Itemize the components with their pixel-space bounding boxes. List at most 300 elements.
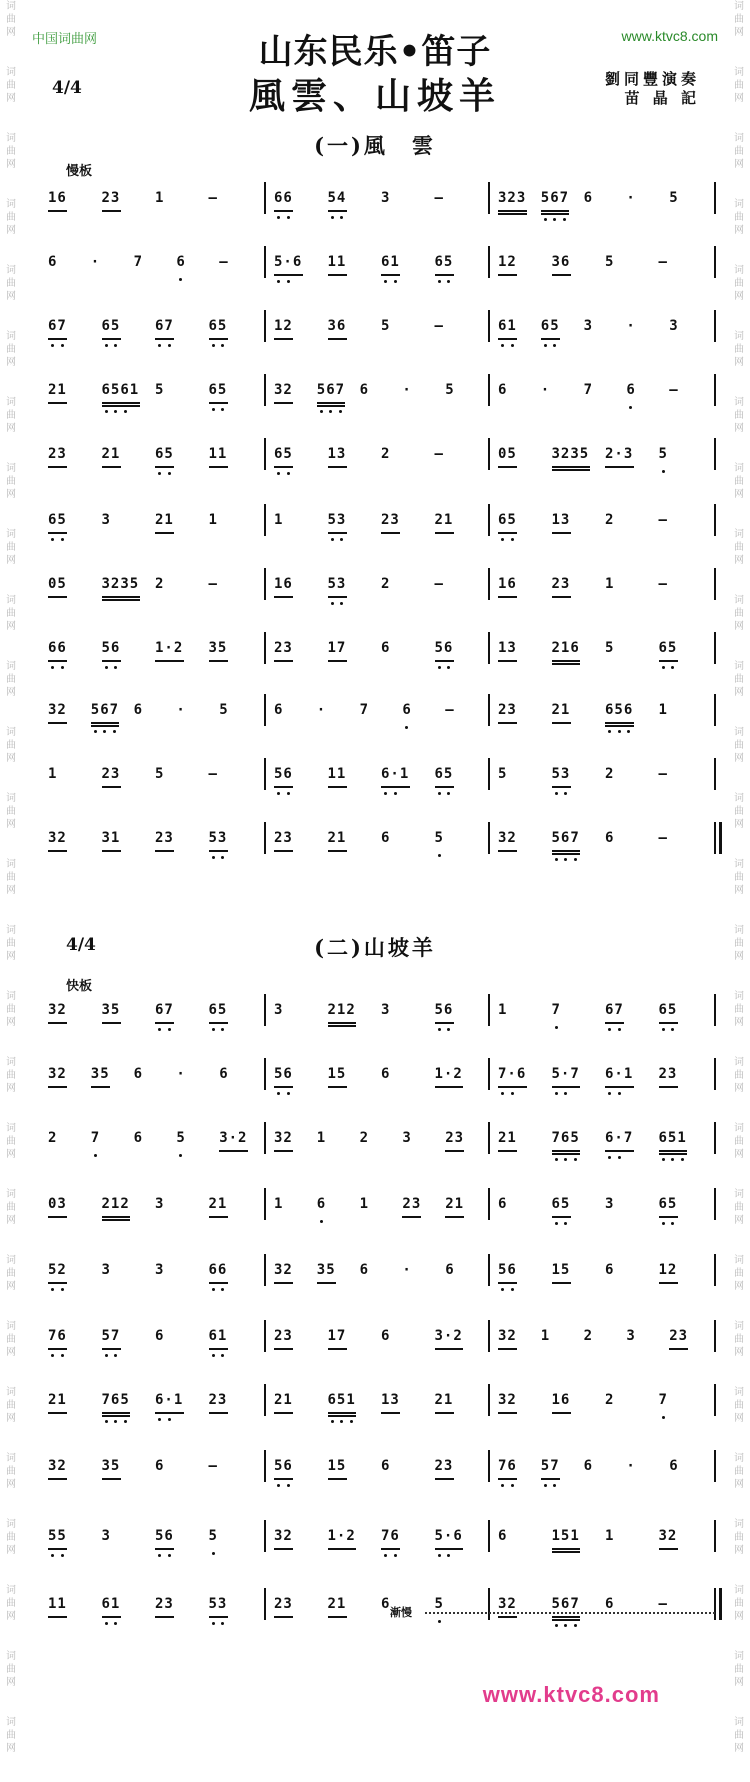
- bar-line: [714, 1188, 716, 1220]
- beam-underline: [552, 532, 571, 534]
- note-group: 5: [219, 702, 229, 718]
- staff-row: [36, 1328, 716, 1368]
- octave-dot: [384, 792, 387, 795]
- side-watermark-text: 词 曲 网: [6, 1519, 16, 1556]
- recorder-credit: 苗 晶 記: [624, 89, 700, 107]
- bar-line: [264, 1254, 266, 1286]
- bar-line: [714, 1122, 716, 1154]
- staff-row: [36, 1596, 716, 1636]
- bar-line: [488, 246, 490, 278]
- note-group: —: [219, 254, 229, 270]
- octave-dot: [277, 1092, 280, 1095]
- note-group: —: [434, 318, 444, 334]
- note-group: 3·2: [219, 1130, 248, 1146]
- beam-underline: [317, 402, 346, 404]
- octave-dot: [105, 1622, 108, 1625]
- note-group: 11: [48, 1596, 67, 1612]
- octave-dot: [114, 1420, 117, 1423]
- note-group: 6: [669, 1458, 679, 1474]
- beam-underline: [209, 338, 228, 340]
- bar-line: [714, 694, 716, 726]
- bar-line: [488, 1254, 490, 1286]
- beam-underline: [209, 1412, 228, 1414]
- measure: [492, 512, 706, 552]
- note-group: 61: [381, 254, 400, 270]
- beam-underline: [102, 466, 121, 468]
- side-watermark-text: 词 曲 网: [734, 859, 744, 896]
- note-group: 53: [208, 1596, 228, 1612]
- octave-dot: [544, 1484, 547, 1487]
- note-group: 76: [48, 1328, 67, 1344]
- note-group: 1: [605, 1528, 615, 1544]
- octave-dot: [61, 1554, 64, 1557]
- side-watermark-text: 词 曲 网: [6, 133, 16, 170]
- note-group: 05: [498, 446, 517, 462]
- measure: [492, 1066, 706, 1106]
- bar-line: [264, 694, 266, 726]
- measure: [492, 1392, 706, 1432]
- note-group: 6: [445, 1262, 455, 1278]
- octave-dot: [287, 216, 290, 219]
- bar-line: [714, 504, 716, 536]
- octave-dot: [555, 1026, 558, 1029]
- note-group: 76: [498, 1458, 517, 1474]
- octave-dot: [564, 792, 567, 795]
- note-group: 53: [327, 576, 347, 592]
- note-group: 67: [48, 318, 67, 334]
- note-group: 23: [381, 512, 400, 528]
- side-watermark-text: 词 曲 网: [734, 1189, 744, 1226]
- measure: [492, 190, 706, 230]
- side-watermark-text: 词 曲 网: [734, 1057, 744, 1094]
- side-watermark-text: 词 曲 网: [734, 397, 744, 434]
- bar-line: [488, 504, 490, 536]
- note-group: 3·2: [434, 1328, 463, 1344]
- beam-underline: [274, 1086, 293, 1088]
- side-watermark-text: 词 曲 网: [6, 1387, 16, 1424]
- note-group: 16: [274, 576, 293, 592]
- beam-underline: [552, 850, 581, 852]
- octave-dot: [555, 1158, 558, 1161]
- beam-underline: [48, 850, 67, 852]
- octave-dot: [212, 408, 215, 411]
- measure: [42, 1596, 256, 1636]
- note-group: 2: [155, 576, 165, 592]
- octave-dot: [103, 730, 106, 733]
- note-group: 3: [605, 1196, 615, 1212]
- main-title: 山东民乐•笛子: [258, 32, 492, 72]
- octave-dot: [179, 1154, 182, 1157]
- bar-line: [264, 822, 266, 854]
- measure: [42, 766, 256, 806]
- bar-line: [488, 1450, 490, 1482]
- note-group: —: [434, 576, 444, 592]
- beam-underline: [659, 1153, 688, 1155]
- note-group: 1: [208, 512, 218, 528]
- beam-underline: [102, 1219, 131, 1221]
- octave-dot: [662, 1028, 665, 1031]
- note-group: 52: [48, 1262, 67, 1278]
- octave-dot: [114, 1622, 117, 1625]
- ritardando-label: 漸慢: [390, 1606, 412, 1619]
- note-group: 3: [583, 318, 594, 334]
- side-watermark-text: 词 曲 网: [734, 265, 744, 302]
- octave-dot: [553, 218, 556, 221]
- note-group: 65: [658, 640, 678, 656]
- beam-underline: [274, 1548, 293, 1550]
- beam-underline: [435, 1086, 464, 1088]
- note-group: 6: [359, 382, 370, 398]
- note-group: 21: [498, 1130, 517, 1146]
- beam-underline: [274, 1348, 293, 1350]
- note-group: 1: [316, 1130, 327, 1146]
- side-watermark-text: 词 曲 网: [6, 199, 16, 236]
- credits: [605, 70, 700, 108]
- beam-underline: [552, 1412, 571, 1414]
- note-group: 65: [551, 1196, 571, 1212]
- octave-dot: [405, 726, 408, 729]
- bar-line: [714, 438, 716, 470]
- note-group: 7·6: [498, 1066, 527, 1082]
- note-group: 5: [434, 1596, 444, 1612]
- beam-underline: [498, 1412, 517, 1414]
- octave-dot: [501, 1092, 504, 1095]
- beam-underline: [498, 1478, 517, 1480]
- beam-underline: [552, 1619, 581, 1621]
- measure: [268, 1528, 482, 1568]
- beam-underline: [541, 213, 570, 215]
- beam-underline: [328, 1415, 357, 1417]
- side-watermark-text: 词 曲 网: [6, 925, 16, 962]
- staff-row: [36, 1392, 716, 1432]
- octave-dot: [339, 410, 342, 413]
- note-group: 56: [434, 640, 454, 656]
- note-group: 3: [101, 512, 111, 528]
- beam-underline: [274, 660, 293, 662]
- staff-row: [36, 190, 716, 230]
- note-group: 56: [274, 766, 293, 782]
- octave-dot: [608, 730, 611, 733]
- note-group: 12: [658, 1262, 678, 1278]
- note-group: 3: [626, 1328, 636, 1344]
- octave-dot: [277, 280, 280, 283]
- beam-underline: [435, 786, 454, 788]
- beam-underline: [552, 663, 581, 665]
- beam-underline: [659, 1548, 678, 1550]
- note-group: ·: [626, 190, 636, 206]
- note-group: 5·6: [274, 254, 303, 270]
- note-group: 3: [274, 1002, 284, 1018]
- octave-dot: [681, 1158, 684, 1161]
- note-group: 2: [381, 446, 391, 462]
- note-group: 21: [208, 1196, 228, 1212]
- note-group: —: [208, 1458, 218, 1474]
- side-watermark-text: 词 曲 网: [6, 991, 16, 1028]
- note-group: 6: [155, 1458, 165, 1474]
- note-group: 65: [155, 446, 174, 462]
- octave-dot: [553, 1484, 556, 1487]
- note-group: 7: [583, 382, 594, 398]
- note-group: —: [445, 702, 455, 718]
- side-watermark-text: 词 曲 网: [734, 793, 744, 830]
- note-group: 57: [101, 1328, 121, 1344]
- note-group: 32: [48, 1458, 67, 1474]
- octave-dot: [394, 280, 397, 283]
- octave-dot: [114, 344, 117, 347]
- beam-underline: [381, 274, 400, 276]
- octave-dot: [212, 344, 215, 347]
- octave-dot: [574, 1158, 577, 1161]
- octave-dot: [618, 1092, 621, 1095]
- octave-dot: [447, 666, 450, 669]
- beam-underline: [274, 1150, 293, 1152]
- beam-underline: [274, 1616, 293, 1618]
- beam-underline: [435, 532, 454, 534]
- beam-underline: [498, 338, 517, 340]
- note-group: 05: [48, 576, 67, 592]
- note-group: ·: [90, 254, 101, 270]
- note-group: 12: [274, 318, 293, 334]
- note-group: 23: [208, 1392, 228, 1408]
- note-group: 32: [498, 1392, 517, 1408]
- note-group: 6: [498, 1196, 508, 1212]
- octave-dot: [221, 1288, 224, 1291]
- beam-underline: [381, 532, 400, 534]
- staff-row: [36, 576, 716, 616]
- beam-underline: [102, 210, 121, 212]
- octave-dot: [287, 792, 290, 795]
- staff-row: [36, 446, 716, 486]
- octave-dot: [662, 1222, 665, 1225]
- octave-dot: [124, 1420, 127, 1423]
- note-group: 3: [101, 1528, 111, 1544]
- beam-underline: [328, 1348, 347, 1350]
- beam-underline: [48, 1282, 67, 1284]
- measure: [42, 1328, 256, 1368]
- note-group: 67: [605, 1002, 624, 1018]
- octave-dot: [179, 278, 182, 281]
- octave-dot: [501, 1288, 504, 1291]
- beam-underline: [209, 1348, 228, 1350]
- side-watermark-text: 词 曲 网: [6, 1123, 16, 1160]
- side-watermark-text: 词 曲 网: [734, 1585, 744, 1622]
- note-group: 6: [498, 382, 508, 398]
- measure: [492, 640, 706, 680]
- octave-dot: [212, 1354, 215, 1357]
- note-group: —: [658, 830, 668, 846]
- note-group: 23: [101, 766, 121, 782]
- measure: [268, 1392, 482, 1432]
- note-group: —: [658, 576, 668, 592]
- beam-underline: [209, 402, 228, 404]
- bar-line: [488, 182, 490, 214]
- staff-row: [36, 1262, 716, 1302]
- note-group: 7: [359, 702, 370, 718]
- note-group: 6561: [101, 382, 140, 398]
- bar-line: [714, 568, 716, 600]
- beam-underline: [219, 1150, 248, 1152]
- beam-underline: [435, 1022, 454, 1024]
- measure: [492, 254, 706, 294]
- footer-watermark: www.ktvc8.com: [482, 1682, 660, 1707]
- note-group: 21: [327, 1596, 347, 1612]
- side-watermark-text: 词 曲 网: [734, 661, 744, 698]
- note-group: 765: [101, 1392, 130, 1408]
- measure: [492, 1262, 706, 1302]
- note-group: 6: [381, 1328, 391, 1344]
- note-group: 323: [498, 190, 527, 206]
- measure: [268, 318, 482, 358]
- note-group: 5: [669, 190, 679, 206]
- bar-line: [714, 310, 716, 342]
- beam-underline: [48, 1022, 67, 1024]
- beam-underline: [48, 722, 67, 724]
- octave-dot: [438, 1028, 441, 1031]
- beam-underline: [209, 1616, 228, 1618]
- octave-dot: [221, 1622, 224, 1625]
- note-group: 3235: [101, 576, 140, 592]
- note-group: 56: [274, 1458, 293, 1474]
- note-group: 6: [498, 1528, 508, 1544]
- note-group: 13: [498, 640, 517, 656]
- beam-underline: [209, 1022, 228, 1024]
- octave-dot: [564, 858, 567, 861]
- octave-dot: [438, 854, 441, 857]
- bar-line: [488, 994, 490, 1026]
- octave-dot: [51, 1554, 54, 1557]
- bar-line: [714, 1450, 716, 1482]
- note-group: 65: [658, 1002, 678, 1018]
- bar-line: [264, 1450, 266, 1482]
- bar-line: [714, 1384, 716, 1416]
- beam-underline: [605, 466, 634, 468]
- octave-dot: [158, 1028, 161, 1031]
- beam-underline: [102, 1348, 121, 1350]
- octave-dot: [627, 730, 630, 733]
- side-watermark-text: 词 曲 网: [6, 1651, 16, 1688]
- note-group: 66: [208, 1262, 228, 1278]
- note-group: 32: [48, 830, 67, 846]
- beam-underline: [498, 660, 517, 662]
- note-group: 35: [101, 1002, 121, 1018]
- bar-line: [264, 1320, 266, 1352]
- note-group: 1: [274, 512, 284, 528]
- bar-line: [488, 438, 490, 470]
- beam-underline: [498, 722, 517, 724]
- note-group: 16: [498, 576, 517, 592]
- note-group: 65: [274, 446, 293, 462]
- octave-dot: [51, 1288, 54, 1291]
- note-group: 6: [359, 1262, 370, 1278]
- octave-dot: [168, 1554, 171, 1557]
- note-group: 6: [381, 640, 391, 656]
- bar-line: [488, 374, 490, 406]
- octave-dot: [671, 1028, 674, 1031]
- octave-dot: [331, 538, 334, 541]
- note-group: 21: [155, 512, 174, 528]
- note-group: 5: [176, 1130, 186, 1146]
- bar-line: [264, 1058, 266, 1090]
- octave-dot: [114, 410, 117, 413]
- bar-line: [264, 758, 266, 790]
- beam-underline: [155, 1616, 174, 1618]
- side-watermark-text: 词 曲 网: [6, 1321, 16, 1358]
- note-group: 6: [402, 702, 412, 718]
- side-watermark-text: 词 曲 网: [6, 661, 16, 698]
- beam-underline: [552, 722, 571, 724]
- beam-underline: [328, 466, 347, 468]
- octave-dot: [51, 1354, 54, 1357]
- octave-dot: [320, 410, 323, 413]
- note-group: ·: [176, 702, 186, 718]
- bar-line: [488, 568, 490, 600]
- final-bar-line: [719, 822, 722, 854]
- beam-underline: [274, 850, 293, 852]
- note-group: 53: [551, 766, 571, 782]
- octave-dot: [564, 1624, 567, 1627]
- octave-dot: [61, 1354, 64, 1357]
- note-group: 6: [381, 1066, 391, 1082]
- note-group: 32: [658, 1528, 678, 1544]
- note-group: 2: [381, 576, 391, 592]
- bar-line: [488, 1122, 490, 1154]
- octave-dot: [574, 858, 577, 861]
- beam-underline: [48, 1348, 67, 1350]
- note-group: 61: [498, 318, 517, 334]
- beam-underline: [48, 532, 67, 534]
- octave-dot: [158, 472, 161, 475]
- note-group: 23: [274, 830, 293, 846]
- octave-dot: [384, 280, 387, 283]
- bar-line: [488, 1320, 490, 1352]
- beam-underline: [552, 596, 571, 598]
- side-watermark-text: 词 曲 网: [734, 991, 744, 1028]
- beam-underline: [328, 1478, 347, 1480]
- note-group: 12: [498, 254, 517, 270]
- staff-row: [36, 702, 716, 742]
- note-group: 21: [48, 382, 67, 398]
- note-group: 2: [359, 1130, 370, 1146]
- beam-underline: [155, 1548, 174, 1550]
- measure: [268, 190, 482, 230]
- beam-underline: [541, 338, 560, 340]
- note-group: 16: [551, 1392, 571, 1408]
- note-group: 11: [208, 446, 228, 462]
- beam-underline: [155, 466, 174, 468]
- octave-dot: [671, 666, 674, 669]
- octave-dot: [168, 472, 171, 475]
- bar-line: [714, 1058, 716, 1090]
- note-group: 7: [658, 1392, 668, 1408]
- bar-line: [264, 504, 266, 536]
- beam-underline: [659, 1282, 678, 1284]
- bar-line: [714, 374, 716, 406]
- octave-dot: [94, 1154, 97, 1157]
- note-group: 17: [327, 1328, 347, 1344]
- note-group: 23: [274, 1328, 293, 1344]
- beam-underline: [435, 1548, 464, 1550]
- staff-row: [36, 1196, 716, 1236]
- octave-dot: [221, 408, 224, 411]
- measure: [42, 1528, 256, 1568]
- measure: [42, 190, 256, 230]
- note-group: —: [658, 512, 668, 528]
- note-group: 6·1: [155, 1392, 184, 1408]
- beam-underline: [659, 1150, 688, 1152]
- note-group: 32: [48, 1002, 67, 1018]
- bar-line: [264, 1122, 266, 1154]
- octave-dot: [329, 410, 332, 413]
